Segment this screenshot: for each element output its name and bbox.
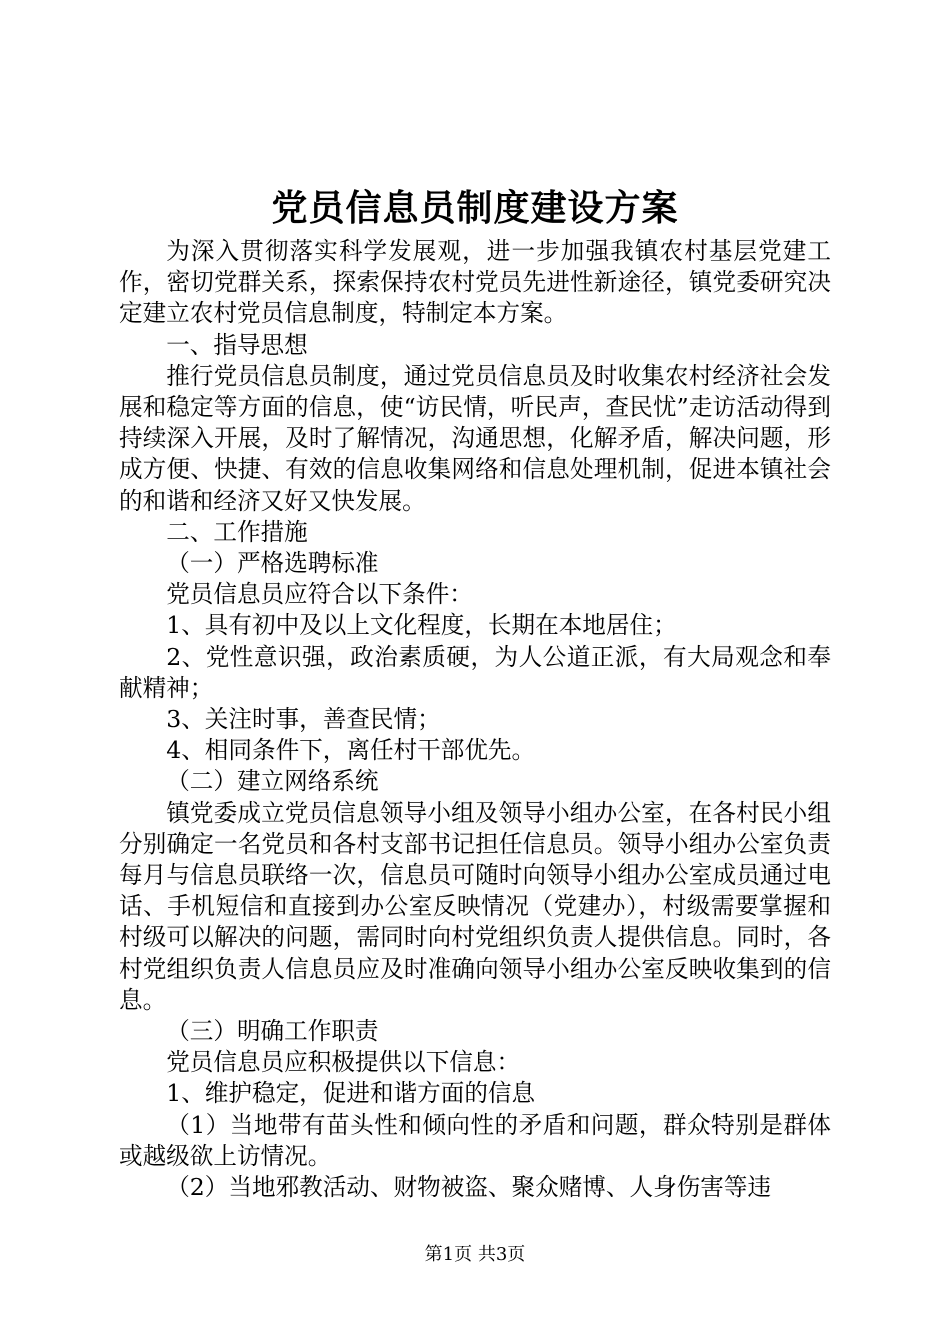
subsection-heading-duties: （三）明确工作职责 <box>166 1017 379 1046</box>
paragraph-intro: 为深入贯彻落实科学发展观，进一步加强我镇农村基层党建工作，密切党群关系，探索保持农村党员先进性新途径，镇党委研究决定建立农村党员信息制度，特制定本方案。 <box>119 237 831 328</box>
paragraph-duties-intro: 党员信息员应积极提供以下信息： <box>166 1048 521 1077</box>
subsection-heading-selection: （一）严格选聘标准 <box>166 549 379 578</box>
document-body <box>119 236 831 1203</box>
subsection-heading-network: （二）建立网络系统 <box>166 767 379 796</box>
list-item-stability: 1、维护稳定，促进和谐方面的信息 <box>166 1079 536 1108</box>
list-item-stability-1: （1）当地带有苗头性和倾向性的矛盾和问题，群众特别是群体或越级欲上访情况。 <box>119 1110 831 1170</box>
paragraph-network: 镇党委成立党员信息领导小组及领导小组办公室，在各村民小组分别确定一名党员和各村支部书记担任信息员。领导小组办公室负责每月与信息员联络一次，信息员可随时向领导小组办公室成员通过电话、手机短信和直接到办公室反映情况（党建办），村级需要掌握和村级可以解决的问题，需同时向村党组织负责人提供信息。同时，各村党组织负责人信息员应及时准确向领导小组办公室反映收集到的信息。 <box>119 798 831 1014</box>
page-number-footer: 第1页 共3页 <box>424 1244 526 1265</box>
list-item-condition-1: 1、具有初中及以上文化程度，长期在本地居住； <box>166 611 677 640</box>
paragraph-conditions-intro: 党员信息员应符合以下条件： <box>166 580 473 609</box>
list-item-condition-2: 2、党性意识强，政治素质硬，为人公道正派，有大局观念和奉献精神； <box>119 642 831 702</box>
section-heading-guiding-thought: 一、指导思想 <box>166 330 308 359</box>
list-item-stability-2: （2）当地邪教活动、财物被盗、聚众赌博、人身伤害等违 <box>166 1173 772 1202</box>
paragraph-guiding-thought: 推行党员信息员制度，通过党员信息员及时收集农村经济社会发展和稳定等方面的信息，使“访民情，听民声，查民忧”走访活动得到持续深入开展，及时了解情况，沟通思想，化解矛盾，解决问题，形成方便、快捷、有效的信息收集网络和信息处理机制，促进本镇社会的和谐和经济又好又快发展。 <box>119 361 831 515</box>
list-item-condition-4: 4、相同条件下，离任村干部优先。 <box>166 736 536 765</box>
document-title: 党员信息员制度建设方案 <box>271 187 679 229</box>
list-item-condition-3: 3、关注时事，善查民情； <box>166 705 441 734</box>
section-heading-work-measures: 二、工作措施 <box>166 517 308 546</box>
